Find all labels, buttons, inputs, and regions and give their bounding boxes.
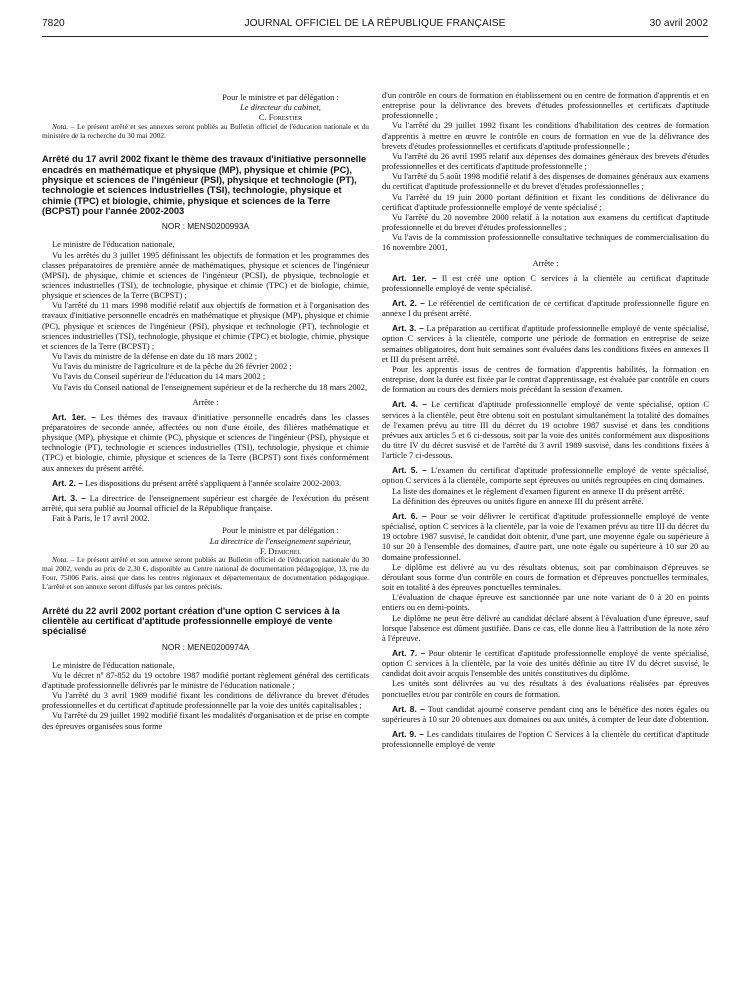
left-column — [42, 90, 369, 980]
issue-date: 30 avril 2002 — [649, 18, 708, 29]
para: Le ministre de l'éducation nationale, — [52, 659, 175, 670]
para: Vu l'avis du Conseil supérieur de l'éducation du 14 mars 2002 ; — [52, 371, 266, 382]
para: Pour les apprentis issus de centres de formation d'apprentis habilités, la formation en entreprise, dont la durée est fixée par le contrat d'apprentissage, est évaluée par contrôle en cours de formation au cours des derniers mois précédant la session d'examen. — [382, 363, 709, 395]
para: Vu l'arrêté du 3 avril 1989 modifié fixant les conditions de délivrance du brevet d'études professionnelles et du certificat d'aptitude professionnelle par la voie des unités capitalisables ; — [42, 690, 369, 711]
para: Vu le décret nº 87-852 du 19 octobre 1987 modifié portant règlement général des certificats d'aptitude professionnelle délivrés par le ministre de l'éducation nationale ; — [42, 669, 369, 691]
arrete2-title: Arrêté du 22 avril 2002 portant création d'une option C services à la clientèle au certificat d'aptitude professionnelle employé de vente spécialisé — [42, 605, 340, 637]
arrete1-signature — [42, 525, 369, 556]
para: Vu l'arrêté du 29 juillet 1992 modifié fixant les modalités d'organisation et de prise en compte des épreuves organisées sous forme — [42, 710, 369, 731]
article: Art. 4. – Le certificat d'aptitude professionnelle employé de vente spécialisé, option C services à la clientèle, peut être obtenu soit en postulant simultanément la totalité des domaines de l'examen prévu au titre III du décret du 19 octobre 1987 susvisé et dans les conditions prévues aux articles 5 et 6 ci-dessous, soit par la voie des unités conformément aux dispositions du titre IV du décret susvisé et de l'arrêté du 3 avril 1989 susvisé, dans les conditions fixées à l'article 7 ci-dessous. — [382, 399, 709, 461]
para: Les unités sont délivrées au vu des résultats à des évaluations réalisées par épreuves ponctuelles et/ou par contrôle en cours de formation. — [382, 678, 709, 699]
article: Art. 2. – Les dispositions du présent arrêté s'appliquent à l'année scolaire 2002-2003. — [52, 477, 342, 488]
right-column — [382, 90, 709, 980]
top-signature — [42, 92, 369, 123]
para: Vu l'avis de la commission professionnelle consultative techniques de commercialisation du 16 novembre 2001, — [382, 232, 709, 253]
arrete1-arrete: Arrête : — [192, 396, 219, 407]
para: La liste des domaines et le règlement d'examen figurent en annexe II du présent arrêté. — [392, 485, 685, 496]
arrete1-visas — [42, 239, 369, 391]
para: Vu l'arrêté du 5 août 1998 modifié relatif à des dispenses de domaines généraux aux examens du certificat d'aptitude professionnelle et du brevet d'études professionnelles ; — [382, 171, 709, 192]
arrete1-note: Nota. – Le présent arrêté et son annexe seront publiés au Bulletin officiel de l'éducation nationale du 30 mai 2002, vendu au prix de 2,30 €, disponible au Centre national de documentation pédagogique, 13, rue du Four, 75006 Paris, ainsi que dans les centres régionaux et départementaux de documentation pédagogique. L'arrêté et son annexe seront diffusés par les centres précités. — [42, 555, 369, 591]
para: L'évaluation de chaque épreuve est sanctionnée par une note variant de 0 à 20 en points entiers ou en demi-points. — [382, 592, 709, 613]
signature-name: C. Forestier — [258, 112, 303, 123]
para: Vu l'avis du ministre de l'agriculture et de la pêche du 26 février 2002 ; — [52, 361, 292, 372]
para: Vu l'arrêté du 19 juin 2000 portant définition et fixant les conditions de délivrance du certificat d'aptitude professionnelle employé de vente spécialisé ; — [382, 191, 709, 212]
journal-title: JOURNAL OFFICIEL DE LA RÉPUBLIQUE FRANÇAISE — [244, 18, 506, 29]
fait-a-paris: Fait à Paris, le 17 avril 2002. — [52, 513, 150, 524]
article: Art. 3. – La préparation au certificat d'aptitude professionnelle employé de vente spécialisé, option C services à la clientèle, comporte une période de formation en entreprise de seize semaines obligatoires, dont huit semaines sont évaluées dans les conditions fixées en annexes II et III du présent arrêté. — [382, 323, 709, 364]
article: Art. 3. – La directrice de l'enseignement supérieur est chargée de l'exécution du présent arrêté, qui sera publié au Journal officiel de la République française. — [42, 492, 369, 514]
signature-line: Pour le ministre et par délégation : — [222, 92, 339, 102]
para: Vu l'avis du Conseil national de l'enseignement supérieur et de la recherche du 18 mars 2002, — [52, 381, 368, 392]
para: Le diplôme est délivré au vu des résultats obtenus, soit par combinaison d'épreuves se déroulant sous forme d'un contrôle en cours de formation et d'épreuves ponctuelles terminales, soit en totalité à des épreuves ponctuelles terminales. — [382, 561, 709, 593]
page-number: 7820 — [42, 18, 65, 29]
header-rule — [42, 36, 708, 37]
para: d'un contrôle en cours de formation en établissement ou en centre de formation d'apprentis et en entreprise pour la délivrance des brevets d'études professionnelles et certificats d'aptitude professionnelle ; — [382, 90, 709, 121]
arrete1-title: Arrêté du 17 avril 2002 fixant le thème des travaux d'initiative personnelle encadrés en mathématique et physique (MP), physique et chimie (PC), physique et sciences de l'ingénieur (PSI), physique et technologie (PT), technologie et sciences industrielles (TSI), technologie, physique et chimie (TPC) et biologie, chimie, physique et sciences de la Terre (BCPST) pour l'année 2002-2003 — [42, 154, 367, 216]
para: Vu l'avis du ministre de la défense en date du 18 mars 2002 ; — [52, 351, 258, 362]
para: Le diplôme ne peut être délivré au candidat déclaré absent à l'évaluation d'une épreuve, sauf lorsque l'absence est dûment justifiée. Dans ce cas, elle donne lieu à l'attribution de la note zéro à l'épreuve. — [382, 612, 709, 643]
article: Art. 2. – Le référentiel de certification de ce certificat d'aptitude professionnelle figure en annexe I du présent arrêté. — [382, 297, 709, 319]
signature-role: Le directeur du cabinet, — [240, 102, 321, 113]
arrete1-nor: NOR : MENS0200993A — [161, 221, 250, 232]
article: Art. 9. – Les candidats titulaires de l'option C Services à la clientèle du certificat d'aptitude professionnelle employé de vente — [382, 729, 709, 750]
para: Vu les arrêtés du 3 juillet 1995 définissant les objectifs de formation et les programmes des classes préparatoires de première année de mathématiques, physique et sciences de l'ingénieur (MPSI), de physique, chimie et sciences de l'ingénieur (PCSI), de physique, technologie et sciences industrielles (TSI), de technologie, physique et chimie (TPC) et de biologie, chimie, physique et sciences de la Terre (BCPST) ; — [42, 249, 369, 301]
signature-name: F. Demichel — [260, 545, 301, 556]
arrete2-arrete: Arrête : — [532, 257, 559, 268]
article: Art. 1er. – Il est créé une option C services à la clientèle au certificat d'aptitude professionnelle employé de vente spécialisé. — [382, 272, 709, 293]
arrete2-nor: NOR : MENE0200974A — [161, 641, 250, 652]
article: Art. 5. – L'examen du certificat d'aptitude professionnelle employé de vente spécialisé, option C services à la clientèle, comporte sept épreuves ou unités regroupées en cinq domaines. — [382, 465, 709, 486]
para: La définition des épreuves ou unités figure en annexe III du présent arrêté. — [392, 495, 644, 506]
article: Art. 8. – Tout candidat ajourné conserve pendant cinq ans le bénéfice des notes égales ou supérieures à 10 sur 20 obtenues aux domaines ou aux unités, à compter de leur date d'obtention. — [382, 703, 709, 724]
para: Le ministre de l'éducation nationale, — [52, 239, 175, 250]
top-note: Nota. – Le présent arrêté et ses annexes seront publiés au Bulletin officiel de l'éducation nationale et du ministère de la recherche du 30 mai 2002. — [42, 121, 369, 140]
page-header — [42, 18, 708, 34]
signature-role: La directrice de l'enseignement supérieur, — [209, 535, 352, 546]
article: Art. 1er. – Les thèmes des travaux d'initiative personnelle encadrés dans les classes préparatoires de seconde année, affectées ou non d'une étoile, des filières mathématique et physique (MP), physique et chimie (PC), physique et sciences de l'ingénieur (PSI), physique et technologie (PT), technologie et sciences industrielles (TSI), technologie, physique et chimie (TPC) et biologie, chimie, physique et sciences de la Terre (BCPST) sont fixés conformément aux annexes du présent arrêté. — [42, 411, 369, 473]
article: Art. 6. – Pour se voir délivrer le certificat d'aptitude professionnelle employé de vente spécialisé, option C services à la clientèle, par la voie de l'examen prévu au titre III du décret du 19 octobre 1987 susvisé, le candidat doit obtenir, d'une part, une moyenne égale ou supérieure à 10 sur 20 à l'ensemble des domaines, d'autre part, une note égale ou supérieure à 10 sur 20 au domaine professionnel. — [382, 510, 709, 562]
para: Vu l'arrêté du 26 avril 1995 relatif aux dépenses des domaines généraux des brevets d'études professionnelles et des certificats d'aptitude professionnelle ; — [382, 150, 709, 172]
para: Vu l'arrêté du 29 juillet 1992 fixant les conditions d'habilitation des centres de formation d'apprentis à mettre en œuvre le contrôle en cours de formation en vue de la délivrance des brevets d'études professionnelles et certificats d'aptitude professionnelle ; — [382, 120, 709, 151]
signature-line: Pour le ministre et par délégation : — [222, 525, 339, 536]
para: Vu l'arrêté du 11 mars 1998 modifié relatif aux objectifs de formation et à l'organisation des travaux d'initiative personnelle encadrés en mathématique et physique (MP), physique et chimie (PC), physique et sciences de l'ingénieur (PSI), physique et technologie (PT), technologie et sciences industrielles (TSI), technologie, physique et chimie (TPC) et biologie, chimie, physique et sciences de la Terre (BCPST) ; — [42, 300, 369, 351]
para: Vu l'arrêté du 20 novembre 2000 relatif à la notation aux examens du certificat d'aptitude professionnelle et du brevet d'études professionnelles ; — [382, 211, 709, 233]
article: Art. 7. – Pour obtenir le certificat d'aptitude professionnelle employé de vente spécialisé, option C services à la clientèle, par la voie des unités définie au titre IV du décret susvisé, le candidat doit avoir acquis l'ensemble des unités constitutives du diplôme. — [382, 647, 709, 679]
